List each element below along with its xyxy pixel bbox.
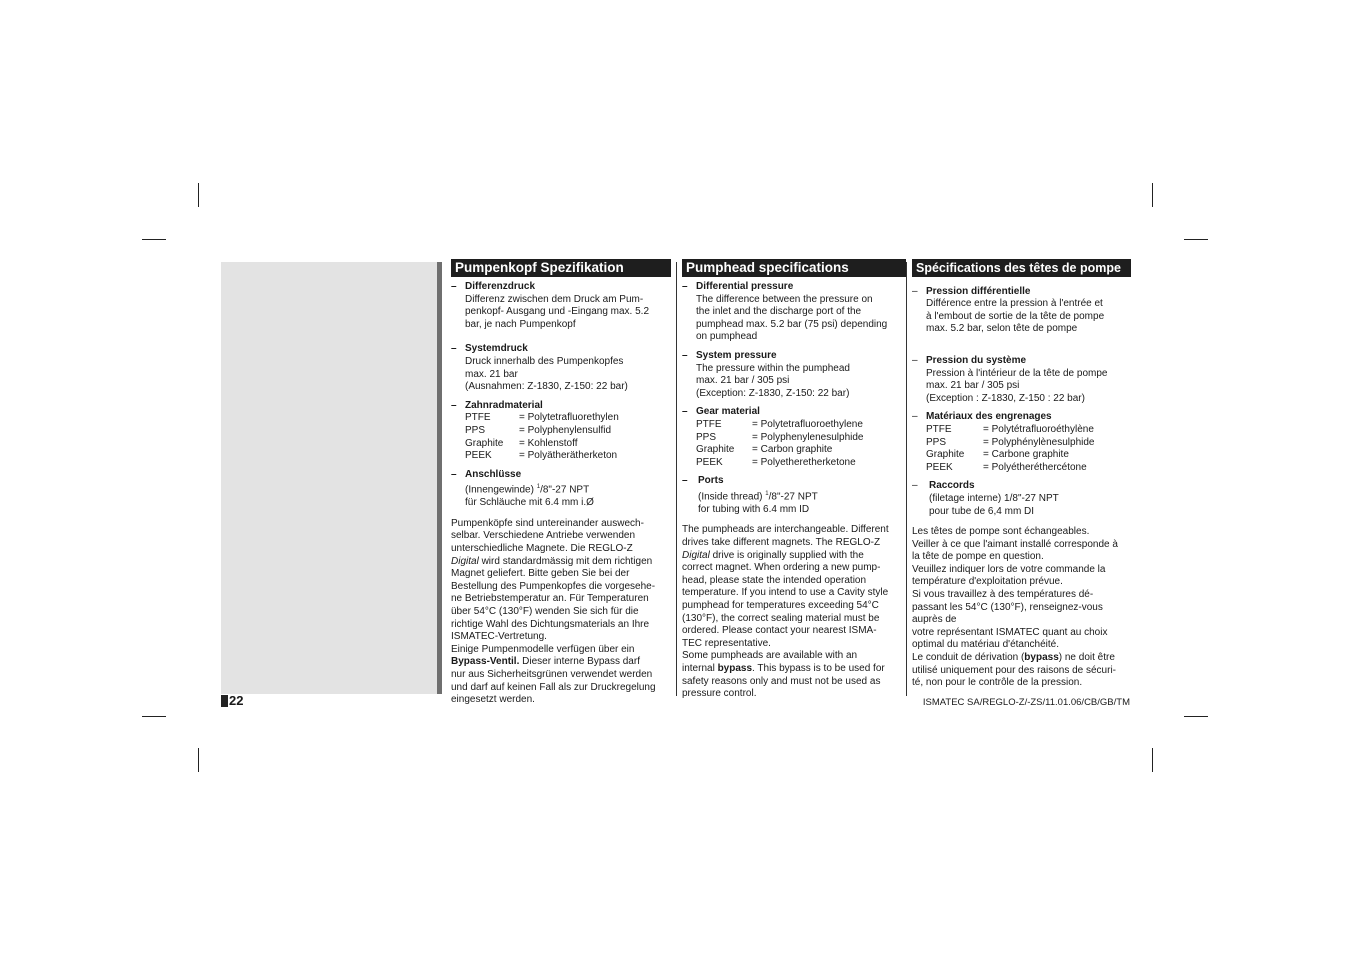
material-row: PTFE = Polytétrafluoroéthylène <box>926 423 1094 435</box>
spec-system-pressure: – Pression du système Pression à l'intérieur de la tête de pompe max. 21 bar / 305 psi (Exception : Z-1830, Z-150 : 22 bar) <box>912 355 1136 405</box>
material-row: PPS = Polyphenylensulfid <box>465 424 612 436</box>
spec-ports: – Ports (Inside thread) $^1$/8"-27 NPT for tubing with 6.4 mm ID <box>682 475 906 516</box>
crop-mark <box>1184 239 1208 240</box>
text-line: for tubing with 6.4 mm ID <box>698 503 810 515</box>
sidebar-edge <box>437 262 442 694</box>
spec-title: Differential pressure <box>696 281 794 292</box>
material-row: PTFE = Polytetrafluoroethylene <box>696 418 863 430</box>
spec-ports: – Raccords (filetage interne) 1/8"-27 NPT pour tube de 6,4 mm DI <box>912 480 1136 518</box>
crop-mark <box>1152 748 1153 772</box>
column-german <box>451 259 671 707</box>
crop-mark <box>198 748 199 772</box>
section-title: Pumpenkopf Spezifikation <box>451 259 671 277</box>
section-title: Spécifications des têtes de pompe <box>912 259 1131 277</box>
spec-title: Anschlüsse <box>465 468 522 480</box>
text-line: Différence entre la pression à l'entrée et <box>926 298 1103 310</box>
description-paragraph: The pumpheads are interchangeable. Different drives take different magnets. The REGLO-Z Digital drive is originally supplied with the correct magnet. When ordering a new pump- head, please state the intended operation temperature. If you intend to use a Cavity style pumphead for temperatures exceeding 54°C (130°F), the correct sealing material must be ordered. Please contact your nearest ISMA- TEC representative. Some pumpheads are available with an internal bypass. This bypass is to be used for safety reasons only and must not be used as pressure control. <box>682 524 889 700</box>
material-row: PPS = Polyphenylenesulphide <box>696 431 864 443</box>
spec-system-pressure: – Systemdruck Druck innerhalb des Pumpenkopfes max. 21 bar (Ausnahmen: Z-1830, Z-150: 22 bar) <box>451 343 671 393</box>
spec-gear-material: – Gear material PTFE = Polytetrafluoroethylene PPS = Polyphenylenesulphide Graphite = Carbon graphite PEEK = Polyetheretherketone <box>682 406 906 469</box>
spec-title: Matériaux des engrenages <box>926 411 1052 423</box>
text-line: pour tube de 6,4 mm DI <box>929 505 1035 517</box>
text-line: (Innengewinde) $^1$/8"-27 NPT <box>465 484 590 496</box>
spec-gear-material: – Zahnradmaterial PTFE = Polytetrafluorethylen PPS = Polyphenylensulfid Graphite = Kohlenstoff PEEK = Polyätherätherketon <box>451 400 671 463</box>
text-line: à l'embout de sortie de la tête de pompe <box>926 310 1105 322</box>
column-french <box>912 259 1136 690</box>
text-line: on pumphead <box>696 331 758 343</box>
material-row: PEEK = Polyätherätherketon <box>465 450 618 462</box>
column-divider <box>676 262 677 696</box>
crop-mark <box>198 183 199 207</box>
document-reference: ISMATEC SA/REGLO-Z/-ZS/11.01.06/CB/GB/TM <box>922 697 1130 708</box>
crop-mark <box>142 716 166 717</box>
spec-title: Zahnradmaterial <box>465 399 543 411</box>
text-line: (Exception : Z-1830, Z-150 : 22 bar) <box>926 392 1085 404</box>
spec-title: Ports <box>698 475 724 487</box>
text-line: max. 21 bar / 305 psi <box>926 380 1020 392</box>
spec-title: Pression du système <box>926 354 1027 366</box>
text-line: Pression à l'intérieur de la tête de pompe <box>926 367 1108 379</box>
text-line: (filetage interne) 1/8"-27 NPT <box>929 492 1059 504</box>
spec-differential-pressure: – Differential pressure The difference between the pressure on the inlet and the discharge port of the pumphead max. 5.2 bar (75 psi) depending on pumphead <box>682 281 906 344</box>
spec-system-pressure: – System pressure The pressure within the pumphead max. 21 bar / 305 psi (Exception: Z-1830, Z-150: 22 bar) <box>682 350 906 400</box>
column-divider <box>906 262 907 696</box>
spec-gear-material: – Matériaux des engrenages PTFE = Polytétrafluoroéthylène PPS = Polyphénylènesulphide Graphite = Carbone graphite PEEK = Polyétheréthercétone <box>912 411 1136 474</box>
text-line: (Exception: Z-1830, Z-150: 22 bar) <box>696 387 850 399</box>
text-line: The difference between the pressure on <box>696 293 873 305</box>
text-line: penkopf- Ausgang und -Eingang max. 5.2 <box>465 306 650 318</box>
description-paragraph: Pumpenköpfe sind untereinander auswech- selbar. Verschiedene Antriebe verwenden unterschiedliche Magnete. Die REGLO-Z Digital wird standardmässig mit dem richtigen Magnet geliefert. Bitte geben Sie bei der Bestellung des Pumpenkopfes die vorgesehe- ne Betriebstemperatur an. Für Temperaturen über 54°C (130°F) wenden Sie sich für die richtige Wahl des Dichtungsmaterials an Ihre ISMATEC-Vertretung. Einige Pumpenmodelle verfügen über ein Bypass-Ventil. Dieser interne Bypass darf nur aus Sicherheitsgrünen verwendet werden und darf auf keinen Fall als zur Druckregelung eingesetzt werden. <box>451 517 656 706</box>
text-line: max. 21 bar <box>465 368 518 380</box>
description-paragraph: Les têtes de pompe sont échangeables. Veiller à ce que l'aimant installé corresponde à la tête de pompe en question. Veuillez indiquer lors de votre commande la température d'exploitation prévue. Si vous travaillez à des températures dé- passant les 54°C (130°F), renseignez-vous auprès de votre représentant ISMATEC quant au choix optimal du matériau d'étanchéité. Le conduit de dérivation (bypass) ne doit être utilisé uniquement pour des raisons de sécuri- té, non pour le contrôle de la pression. <box>912 526 1118 689</box>
text-line: pumphead max. 5.2 bar (75 psi) depending <box>696 318 888 330</box>
material-row: Graphite = Carbon graphite <box>696 444 833 456</box>
material-row: PTFE = Polytetrafluorethylen <box>465 412 619 424</box>
text-line: max. 21 bar / 305 psi <box>696 375 790 387</box>
spec-title: Differenzdruck <box>465 281 536 292</box>
section-title: Pumphead specifications <box>682 259 906 277</box>
spec-title: Pression différentielle <box>926 285 1031 297</box>
page-number <box>221 694 243 708</box>
spec-differential-pressure: – Pression différentielle Différence entre la pression à l'entrée et à l'embout de sortie de la tête de pompe max. 5.2 bar, selon tête de pompe <box>912 286 1136 336</box>
crop-mark <box>142 239 166 240</box>
crop-mark <box>1184 716 1208 717</box>
text-line: (Ausnahmen: Z-1830, Z-150: 22 bar) <box>465 381 628 393</box>
spec-ports: – Anschlüsse (Innengewinde) $^1$/8"-27 NPT für Schläuche mit 6.4 mm i.Ø <box>451 469 671 510</box>
text-line: The pressure within the pumphead <box>696 362 850 374</box>
spec-title: Gear material <box>696 406 760 418</box>
text-line: bar, je nach Pumpenkopf <box>465 318 576 330</box>
material-row: PPS = Polyphénylènesulphide <box>926 436 1095 448</box>
text-line: für Schläuche mit 6.4 mm i.Ø <box>465 497 594 509</box>
spec-differential-pressure: – Differenzdruck Differenz zwischen dem Druck am Pum- penkopf- Ausgang und -Eingang max. 5.2 bar, je nach Pumpenkopf <box>451 281 671 331</box>
text-line: Druck innerhalb des Pumpenkopfes <box>465 355 624 367</box>
sidebar-panel <box>221 262 438 694</box>
material-row: PEEK = Polyétheréthercétone <box>926 461 1087 473</box>
page-number-block <box>221 695 228 707</box>
text-line: (Inside thread) $^1$/8"-27 NPT <box>698 490 818 503</box>
material-row: Graphite = Carbone graphite <box>926 449 1069 461</box>
text-line: Differenz zwischen dem Druck am Pum- <box>465 293 644 305</box>
text-line: max. 5.2 bar, selon tête de pompe <box>926 323 1078 335</box>
crop-mark <box>1152 183 1153 207</box>
column-english <box>682 259 906 701</box>
page-number-text: 22 <box>229 693 244 708</box>
material-row: PEEK = Polyetheretherketone <box>696 456 856 468</box>
spec-title: System pressure <box>696 349 777 361</box>
spec-title: Systemdruck <box>465 343 528 355</box>
spec-title: Raccords <box>929 480 975 492</box>
text-line: the inlet and the discharge port of the <box>696 306 862 318</box>
material-row: Graphite = Kohlenstoff <box>465 437 578 449</box>
